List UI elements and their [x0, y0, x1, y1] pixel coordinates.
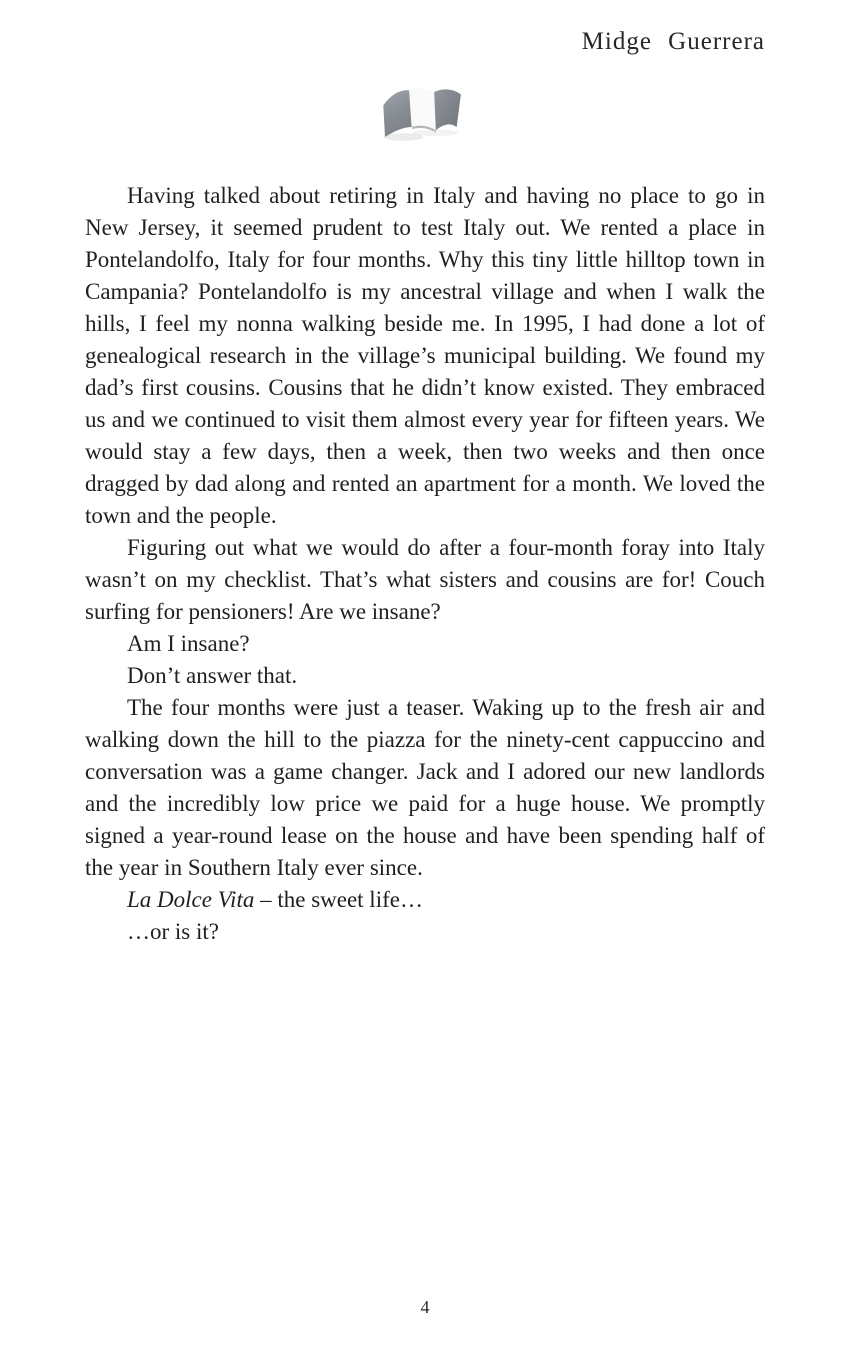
text-run: – the sweet life… — [254, 886, 423, 912]
text-run: Figuring out what we would do after a four-month foray into Italy wasn’t on my checklist. That’s what sisters and cousins are for! Couch surfing for pensioners! Are we insane? — [85, 534, 765, 624]
text-run: The four months were just a teaser. Waking up to the fresh air and walking down the hill to the piazza for the ninety-cent cappuccino and conversation was a game changer. Jack and I adored our new landlords and the incredibly low price we paid for a huge house. We promptly signed a year-round lease on the house and have been spending half of the year in Southern Italy ever since. — [85, 694, 765, 880]
page-number: 4 — [420, 1297, 430, 1317]
waving-flag-icon — [375, 80, 475, 144]
text-run: Having talked about retiring in Italy and having no place to go in New Jersey, it seemed prudent to test Italy out. We rented a place in Pontelandolfo, Italy for four months. Why this tiny little hilltop town in Campania? Pontelandolfo is my ancestral village and when I walk the hills, I feel my nonna walking beside me. In 1995, I had done a lot of genealogical research in the village’s municipal building. We found my dad’s first cousins. Cousins that he didn’t know existed. They embraced us and we continued to visit them almost every year for fifteen years. We would stay a few days, then a week, then two weeks and then once dragged by dad along and rented an apartment for a month. We loved the town and the people. — [85, 182, 765, 528]
paragraph — [85, 180, 765, 532]
paragraph — [85, 692, 765, 884]
running-header-author: Midge Guerrera — [581, 28, 765, 55]
flag-left-stripe-shading — [383, 90, 411, 137]
chapter-ornament — [85, 80, 765, 146]
paragraph — [85, 660, 765, 692]
body-text — [85, 180, 765, 948]
text-run: Am I insane? — [127, 630, 250, 656]
paragraph — [85, 884, 765, 916]
text-run: …or is it? — [127, 918, 219, 944]
text-run: Don’t answer that. — [127, 662, 298, 688]
paragraph — [85, 628, 765, 660]
italic-text-run: La Dolce Vita — [127, 886, 255, 912]
flag-middle-stripe — [409, 88, 436, 130]
paragraph — [85, 532, 765, 628]
flag-right-stripe-shading — [434, 89, 461, 130]
paragraph — [85, 916, 765, 948]
